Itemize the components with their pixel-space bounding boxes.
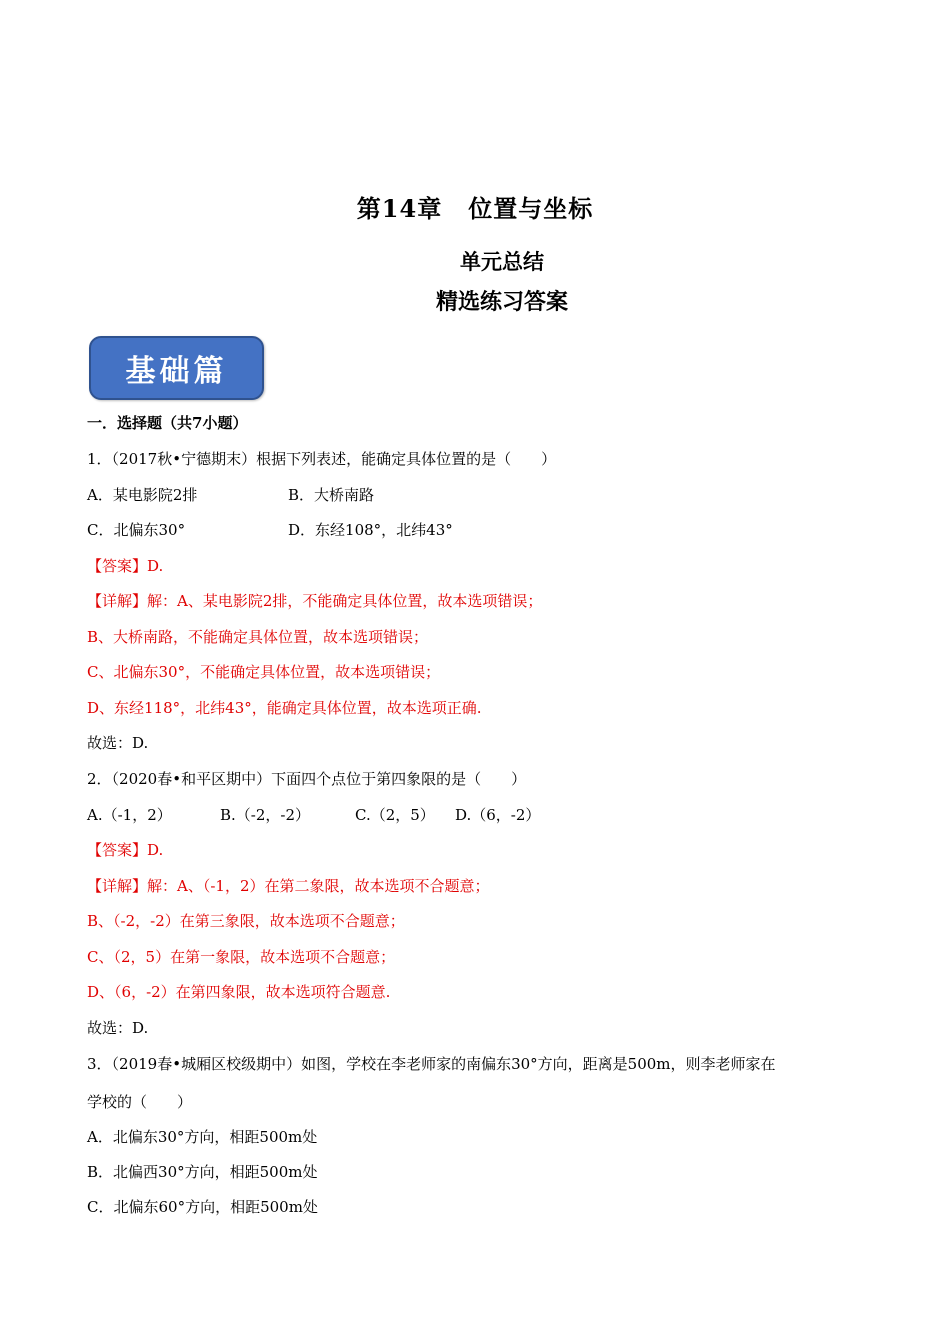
chapter-number: 第14章 <box>356 194 443 223</box>
q1-option-d: D．东经108°，北纬43° <box>288 521 453 539</box>
unit-summary-title: 单元总结 <box>460 249 544 274</box>
q1-detail-b: B、大桥南路，不能确定具体位置，故本选项错误； <box>87 628 429 646</box>
q2-detail-tag: 【详解】 <box>87 877 148 895</box>
chapter-name: 位置与坐标 <box>468 194 594 223</box>
q2-detail-c: C、（2，5）在第一象限，故本选项不合题意； <box>87 948 396 966</box>
q3-option-a: A．北偏东30°方向，相距500m处 <box>87 1128 318 1146</box>
q1-detail-text: 解：A、某电影院2排，不能确定具体位置，故本选项错误； <box>147 592 543 610</box>
q2-detail-d: D、（6，-2）在第四象限，故本选项符合题意. <box>87 983 391 1001</box>
answer-key-title: 精选练习答案 <box>435 289 568 315</box>
q1-answer: 【答案】D. <box>87 557 164 575</box>
q1-detail-tag: 【详解】 <box>87 592 148 610</box>
basic-level-badge: 基础篇 <box>89 336 264 400</box>
q1-option-a: A．某电影院2排 <box>87 486 198 504</box>
q1-detail-d: D、东经118°，北纬43°，能确定具体位置，故本选项正确. <box>87 699 482 717</box>
q1-option-c: C．北偏东30° <box>87 521 186 539</box>
q2-answer: 【答案】D. <box>87 841 164 859</box>
q3-option-c: C．北偏东60°方向，相距500m处 <box>87 1198 318 1216</box>
q1-choose: 故选：D. <box>87 734 149 752</box>
q3-option-b: B．北偏西30°方向，相距500m处 <box>87 1163 318 1181</box>
q2-detail-b: B、（-2，-2）在第三象限，故本选项不合题意； <box>87 912 405 930</box>
section-heading: 一．选择题（共7小题） <box>87 414 248 432</box>
q1-option-b: B．大桥南路 <box>288 486 375 504</box>
chapter-title <box>0 189 950 224</box>
q2-detail-text: 解：A、（-1，2）在第二象限，故本选项不合题意； <box>147 877 490 895</box>
q2-stem: 2．（2020春•和平区期中）下面四个点位于第四象限的是（ ） <box>87 770 527 788</box>
q2-choose: 故选：D. <box>87 1019 149 1037</box>
q2-option-c: C.（2，5） <box>355 806 435 824</box>
q3-stem-line2: 学校的（ ） <box>87 1093 193 1111</box>
q2-option-b: B.（-2，-2） <box>220 806 311 824</box>
q2-detail <box>87 876 490 896</box>
q2-option-d: D.（6，-2） <box>455 806 541 824</box>
q1-detail-c: C、北偏东30°，不能确定具体位置，故本选项错误； <box>87 663 441 681</box>
q3-stem-line1: 3．（2019春•城厢区校级期中）如图，学校在李老师家的南偏东30°方向，距离是500m，则李老师家在 <box>87 1055 776 1073</box>
q1-detail <box>87 591 542 611</box>
q1-stem: 1．（2017秋•宁德期末）根据下列表述，能确定具体位置的是（ ） <box>87 450 557 468</box>
q2-option-a: A.（-1，2） <box>87 806 172 824</box>
